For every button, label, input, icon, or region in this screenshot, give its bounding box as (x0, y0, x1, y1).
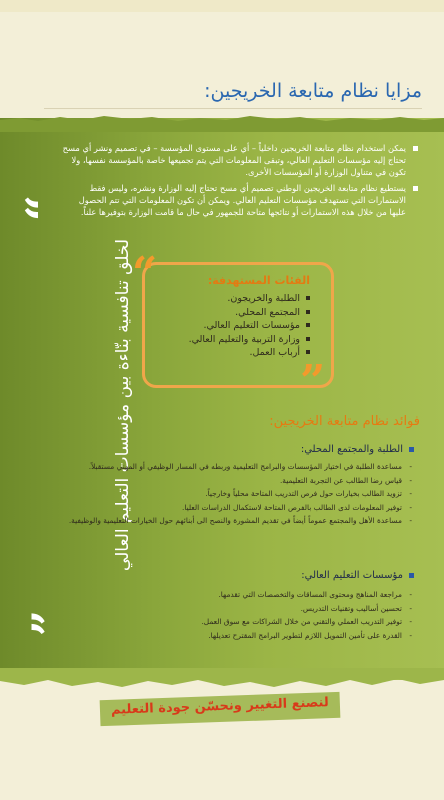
benefit-item: - قياس رضا الطالب عن التجربة التعليمية. (62, 476, 412, 487)
square-bullet-icon (409, 447, 414, 452)
benefit-item: - توفير المعلومات لدى الطالب بالفرص المتاحة لاستكمال الدراسات العليا. (62, 503, 412, 514)
benefits-students-list (62, 462, 412, 530)
box-quote-close-icon: ” (300, 356, 326, 407)
torn-paper-top-edge (0, 112, 444, 132)
target-group-item: أرباب العمل. (160, 346, 310, 360)
footer-slogan: لنصنع التغيير ونحسّن جودة التعليم (110, 695, 330, 718)
side-vertical-slogan: لخلق تنافسية بنّاءة بين مؤسسات التعليم العالي (113, 238, 133, 572)
target-group-item: وزارة التربية والتعليم العالي. (160, 333, 310, 347)
page-title: مزايا نظام متابعة الخريجين: (204, 80, 422, 102)
intro-list (62, 142, 418, 222)
intro-item: يمكن استخدام نظام متابعة الخريجين داخلياً – أي على مستوى المؤسسة – في تصميم ونشر أي مسح تحتاج إليه مؤسسات التعليم العالي، وتبقى المعلومات التي يتم تجميعها خاصة بالمؤسسة نفسها، ولا تكون في متناول الوزارة أو المؤسسات الأخرى. (62, 142, 418, 178)
benefit-item: - مساعدة الأهل والمجتمع عموماً أيضاً في تقديم المشورة والنصح الى أبنائهم حول الخيارات التعليمية والوظيفية. (62, 516, 412, 527)
benefit-item: - توفير التدريب العملي والتقني من خلال الشراكات مع سوق العمل. (62, 617, 412, 628)
benefit-item: - تحسين أساليب وتقنيات التدريس. (62, 604, 412, 615)
box-quote-open-icon: “ (132, 248, 158, 299)
square-bullet-icon (409, 573, 414, 578)
side-quote-close-icon: ” (22, 609, 77, 637)
torn-paper-bottom-edge (0, 668, 444, 692)
benefits-group-heading-students (94, 444, 414, 455)
intro-item: يستطيع نظام متابعة الخريجين الوطني تصميم أي مسح تحتاج إليه الوزارة ونشره، وليس فقط الاستمارات التي تستهدف مؤسسات التعليم العالي. ويمكن أن تكون المعلومات التي تتم الحصول عليها من خلال هذه الاستمارات أو نتائجها متاحة للجمهور في حال ما قامت الوزارة بتوفيرها علناً. (62, 182, 418, 218)
benefits-title: فوائد نظام متابعة الخريجين: (269, 414, 420, 429)
benefits-group-heading-text: مؤسسات التعليم العالي: (301, 570, 403, 581)
top-strip (0, 0, 444, 12)
target-group-item: المجتمع المحلي. (160, 306, 310, 320)
benefit-item: - مساعدة الطلبة في اختيار المؤسسات والبرامج التعليمية وربطه في المسار الوظيفي أو المهني مستقبلاً. (62, 462, 412, 473)
benefits-institutions-list (62, 590, 412, 644)
benefit-item: - مراجعة المناهج ومحتوى المساقات والتخصصات التي تقدمها. (62, 590, 412, 601)
benefits-group-heading-text: الطلبة والمجتمع المحلي: (300, 444, 403, 455)
side-quote-open-icon: “ (16, 194, 71, 222)
benefit-item: - تزويد الطالب بخيارات حول فرص التدريب المتاحة محلياً وخارجياً. (62, 489, 412, 500)
target-group-item: مؤسسات التعليم العالي. (160, 319, 310, 333)
benefits-group-heading-institutions (94, 570, 414, 581)
target-group-item: الطلبة والخريجون. (160, 292, 310, 306)
benefit-item: - القدرة على تأمين التمويل اللازم لتطوير البرامج المقترح تعديلها. (62, 631, 412, 642)
target-groups-list (160, 292, 310, 360)
title-divider (44, 108, 422, 109)
target-groups-title: الفئات المستهدفة: (207, 274, 310, 287)
